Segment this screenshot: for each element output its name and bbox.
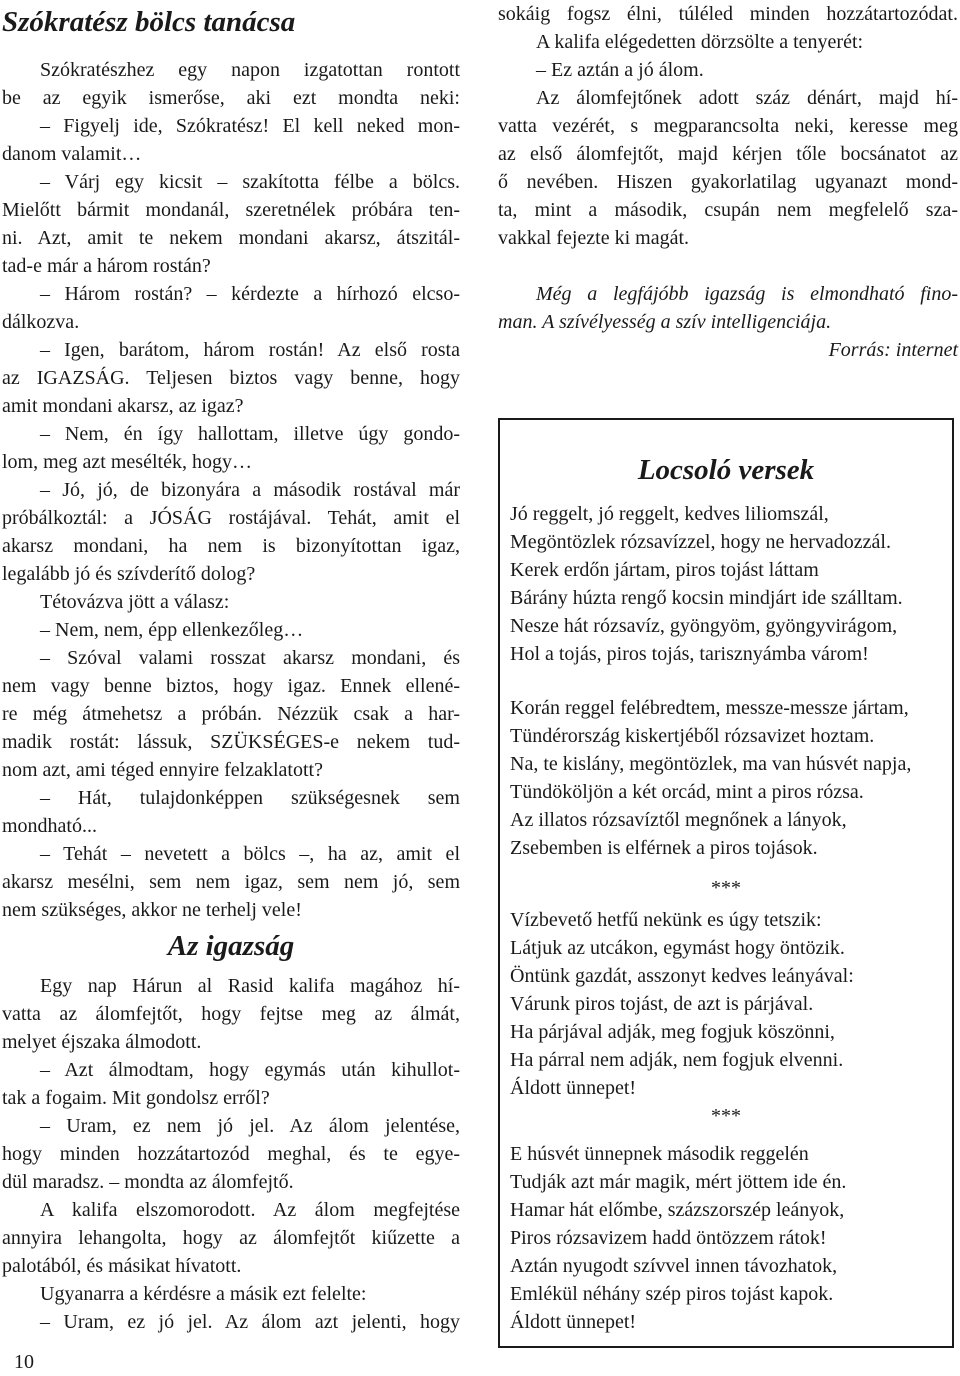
story-line: Egy nap Hárun al Rasid kalifa magához hí-	[40, 975, 460, 997]
source-credit: Forrás: internet	[828, 339, 958, 361]
story-line: Ugyanarra a kérdésre a másik ezt felelte:	[40, 1283, 367, 1305]
poem-line: E húsvét ünnepnek második reggelén	[510, 1143, 809, 1165]
poem-line: Bárány húzta rengő kocsin mindjárt ide szálltam.	[510, 587, 903, 609]
story-line: az IGAZSÁG. Teljesen biztos vagy benne, hogy	[2, 367, 460, 389]
poem-line: Korán reggel felébredtem, messze-messze jártam,	[510, 697, 909, 719]
story-line: – Hát, tulajdonképpen szükségesnek sem	[40, 787, 460, 809]
poem-line: Ha párral nem adják, nem fogjuk elvenni.	[510, 1049, 844, 1071]
story-line: madik rostát: lássuk, SZÜKSÉGES-e nekem tud-	[2, 731, 460, 753]
poem-line: Jó reggelt, jó reggelt, kedves liliomszál,	[510, 503, 829, 525]
story-line: – Jó, jó, de bizonyára a második rostával már	[40, 479, 460, 501]
story-line: vakkal fejezte ki magát.	[498, 227, 690, 249]
poem-line: Tündököljön a két orcád, mint a piros rózsa.	[510, 781, 864, 803]
story-line: sokáig fogsz élni, túléled minden hozzátartozódat.	[498, 3, 958, 25]
story-line: tak a fogaim. Mit gondolsz erről?	[2, 1087, 270, 1109]
poem-line: Öntünk gazdát, asszonyt kedves leányával:	[510, 965, 854, 987]
story-line: – Figyelj ide, Szókratész! El kell neked mon-	[40, 115, 460, 137]
poem-line: Tudják azt már magik, mért jöttem ide én.	[510, 1171, 847, 1193]
story-line: legalább jó és szívderítő dolog?	[2, 563, 256, 585]
page-number: 10	[14, 1351, 34, 1373]
story-line: – Uram, ez jó jel. Az álom azt jelenti, hogy	[40, 1311, 460, 1333]
story-title-truth: Az igazság	[167, 930, 295, 962]
stanza-separator: ***	[711, 1105, 741, 1127]
poem-line: Áldott ünnepet!	[510, 1077, 637, 1099]
story-line: annyira lehangolta, hogy az álomfejtőt kiűzette a	[2, 1227, 460, 1249]
story-line: – Három rostán? – kérdezte a hírhozó elcso-	[40, 283, 460, 305]
moral-line: man. A szívélyesség a szív intelligenciája.	[498, 311, 832, 333]
story-line: vatta az álomfejtőt, hogy fejtse meg az álmát,	[2, 1003, 460, 1025]
poem-box	[498, 418, 954, 1348]
poem-line: Aztán nyugodt szívvel innen távozhatok,	[510, 1255, 838, 1277]
story-line: – Ez aztán a jó álom.	[536, 59, 704, 81]
poem-line: Kerek erdőn jártam, piros tojást láttam	[510, 559, 819, 581]
poem-line: Az illatos rózsavíztől megnőnek a lányok,	[510, 809, 847, 831]
poem-line: Piros rózsavizem hadd öntözzem rátok!	[510, 1227, 827, 1249]
story-line: – Azt álmodtam, hogy egymás után kihullot-	[40, 1059, 460, 1081]
story-line: hogy minden hozzátartozód meghal, és te egye-	[2, 1143, 460, 1165]
story-line: – Uram, ez nem jó jel. Az álom jelentése,	[40, 1115, 460, 1137]
poem-line: Hamar hát előmbe, százszorszép leányok,	[510, 1199, 845, 1221]
story-line: nom azt, ami téged ennyire felzaklatott?	[2, 759, 323, 781]
poem-line: Zsebemben is elférnek a piros tojások.	[510, 837, 818, 859]
story-title-socrates: Szókratész bölcs tanácsa	[2, 6, 296, 38]
story-line: melyet éjszaka álmodott.	[2, 1031, 202, 1053]
story-line: Szókratészhez egy napon izgatottan rontott	[40, 59, 460, 81]
poem-title: Locsoló versek	[637, 454, 815, 486]
story-line: nem vagy benne biztos, hogy igaz. Ennek ellené-	[2, 675, 460, 697]
poem-line: Megöntözlek rózsavízzel, hogy ne hervadozzál.	[510, 531, 891, 553]
poem-line: Áldott ünnepet!	[510, 1311, 637, 1333]
story-line: mondható...	[2, 815, 97, 837]
poem-line: Emlékül néhány szép piros tojást kapok.	[510, 1283, 834, 1305]
moral-line: Még a legfájóbb igazság is elmondható fino-	[536, 283, 958, 305]
story-line: nem szükséges, akkor ne terhelj vele!	[2, 899, 302, 921]
poem-line: Tündérország kiskertjéből rózsavizet hoztam.	[510, 725, 875, 747]
story-line: próbálkoztál: a JÓSÁG rostájával. Tehát, amit el	[2, 507, 460, 529]
poem-line: Na, te kislány, megöntözlek, ma van húsvét napja,	[510, 753, 912, 775]
poem-line: Hol a tojás, piros tojás, tarisznyámba várom!	[510, 643, 869, 665]
story-line: Mielőtt bármit mondanál, szeretnélek próbára ten-	[2, 199, 460, 221]
poem-line: Ha párjával adják, meg fogjuk köszönni,	[510, 1021, 835, 1043]
story-line: vatta vezérét, s megparancsolta neki, keresse meg	[498, 115, 958, 137]
story-line: ta, mint a második, csupán nem megfelelő sza-	[498, 199, 958, 221]
story-line: dálkozva.	[2, 311, 80, 333]
story-line: akarsz mondani, ha nem is bizonyítottan igaz,	[2, 535, 460, 557]
story-line: ni. Azt, amit te nekem mondani akarsz, átszitál-	[2, 227, 460, 249]
poem-line: Vízbevető hetfű nekünk es úgy tetszik:	[510, 909, 822, 931]
story-line: – Szóval valami rosszat akarsz mondani, és	[40, 647, 460, 669]
story-line: akarsz mesélni, sem nem igaz, sem nem jó, sem	[2, 871, 460, 893]
poem-line: Nesze hát rózsavíz, gyöngyöm, gyöngyvirágom,	[510, 615, 898, 637]
story-line: A kalifa elégedetten dörzsölte a tenyerét:	[536, 31, 864, 53]
story-line: – Nem, én így hallottam, illetve úgy gondo-	[40, 423, 460, 445]
story-line: – Tehát – nevetett a bölcs –, ha az, amit el	[40, 843, 460, 865]
story-line: – Igen, barátom, három rostán! Az első rosta	[40, 339, 460, 361]
story-line: tad-e már a három rostán?	[2, 255, 211, 277]
story-line: palotából, és másikat hívatott.	[2, 1255, 242, 1277]
story-line: danom valamit…	[2, 143, 142, 165]
story-line: lom, meg azt mesélték, hogy…	[2, 451, 252, 473]
stanza-separator: ***	[711, 877, 741, 899]
poem-line: Várunk piros tojást, de azt is párjával.	[510, 993, 814, 1015]
story-line: Az álomfejtőnek adott száz dénárt, majd hí-	[536, 87, 958, 109]
story-line: amit mondani akarsz, az igaz?	[2, 395, 244, 417]
story-line: az első álomfejtőt, majd kérjen tőle bocsánatot az	[498, 143, 958, 165]
story-line: Tétovázva jött a válasz:	[40, 591, 230, 613]
story-line: A kalifa elszomorodott. Az álom megfejtése	[40, 1199, 460, 1221]
story-line: re még átmehetsz a próbán. Nézzük csak a har-	[2, 703, 460, 725]
story-line: be az egyik ismerőse, aki ezt mondta neki:	[2, 87, 460, 109]
story-line: dül maradsz. – mondta az álomfejtő.	[2, 1171, 294, 1193]
story-line: – Nem, nem, épp ellenkezőleg…	[40, 619, 304, 641]
story-line: – Várj egy kicsit – szakította félbe a bölcs.	[40, 171, 460, 193]
poem-line: Látjuk az utcákon, egymást hogy öntözik.	[510, 937, 845, 959]
story-line: ő nevében. Hiszen gyakorlatilag ugyanazt mond-	[498, 171, 958, 193]
